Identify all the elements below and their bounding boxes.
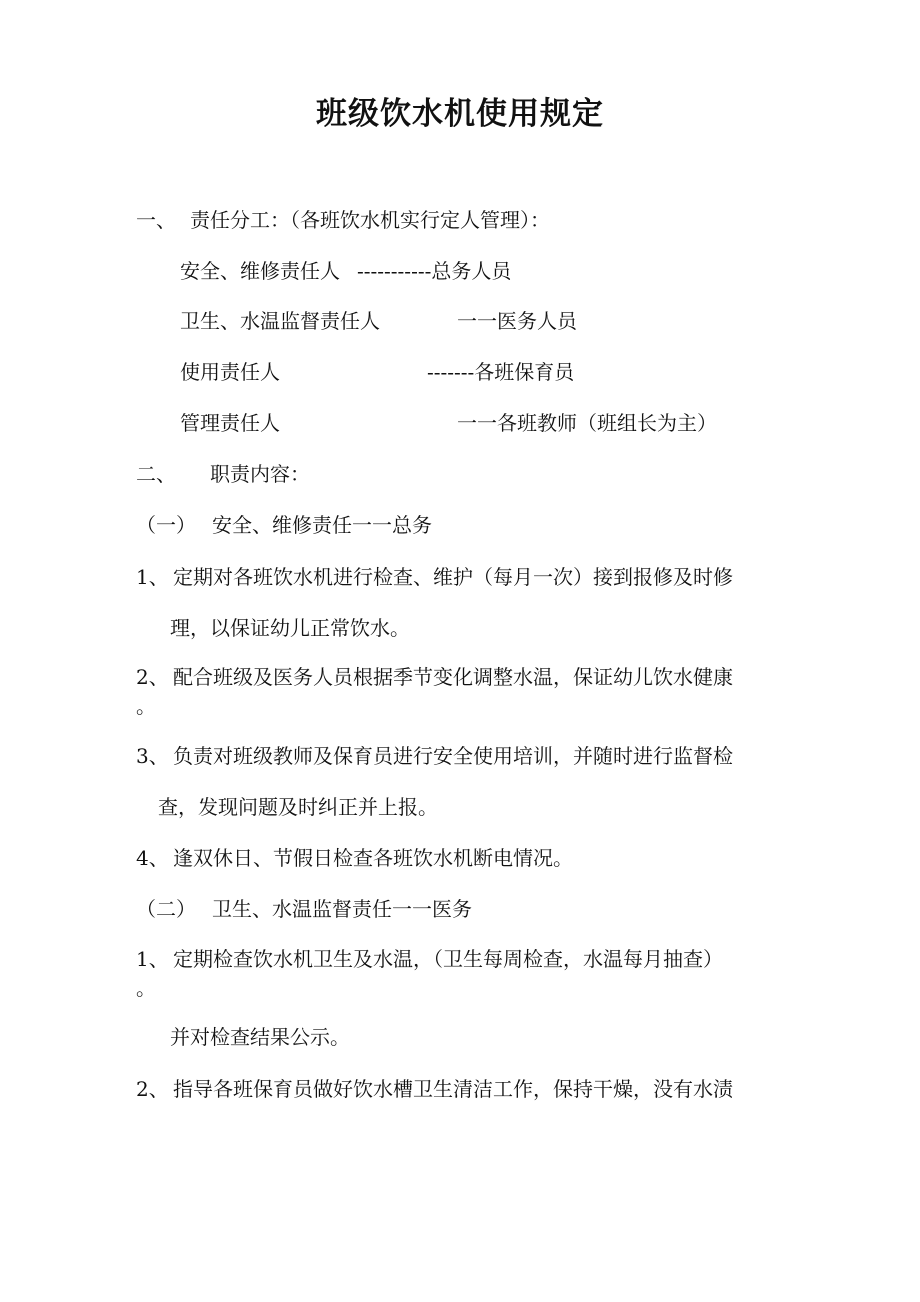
subsection-2-heading: 卫生、水温监督责任一一医务 [212, 897, 472, 921]
item-continuation: 查，发现问题及时纠正并上报。 [158, 795, 438, 819]
item-continuation: 理，以保证幼儿正常饮水。 [170, 616, 410, 640]
role-assignee: 一一各班教师（班组长为主） [457, 411, 717, 435]
section-2-number: 二、 [136, 462, 176, 486]
item-continuation: 。 [136, 976, 156, 1000]
role-name: 使用责任人 [180, 360, 280, 384]
item-number: 1、 [136, 947, 169, 971]
item-text: 定期检查饮水机卫生及水温，（卫生每周检查，水温每月抽查） [173, 947, 723, 971]
role-name: 管理责任人 [180, 411, 280, 435]
subsection-1-heading: 安全、维修责任一一总务 [212, 513, 432, 537]
subsection-2-label: （二） [136, 897, 196, 921]
role-assignee: -----------总务人员 [357, 259, 512, 283]
section-2-heading: 职责内容： [210, 462, 310, 486]
item-text: 逢双休日、节假日检查各班饮水机断电情况。 [173, 846, 573, 870]
item-text: 负责对班级教师及保育员进行安全使用培训，并随时进行监督检 [173, 744, 733, 768]
item-number: 1、 [136, 565, 169, 589]
document-title: 班级饮水机使用规定 [316, 96, 604, 132]
role-assignee: 一一医务人员 [457, 309, 577, 333]
item-text: 配合班级及医务人员根据季节变化调整水温，保证幼儿饮水健康 [173, 665, 733, 689]
section-1-heading: 责任分工：（各班饮水机实行定人管理）： [190, 208, 550, 232]
item-number: 2、 [136, 1077, 169, 1101]
role-assignee: -------各班保育员 [427, 360, 575, 384]
role-name: 卫生、水温监督责任人 [180, 309, 380, 333]
role-name: 安全、维修责任人 [180, 259, 340, 283]
section-1-number: 一、 [136, 208, 176, 232]
item-text: 指导各班保育员做好饮水槽卫生清洁工作，保持干燥，没有水渍 [173, 1077, 733, 1101]
item-continuation: 。 [136, 694, 156, 718]
item-text: 定期对各班饮水机进行检查、维护（每月一次）接到报修及时修 [173, 565, 733, 589]
item-number: 2、 [136, 665, 169, 689]
item-number: 3、 [136, 744, 169, 768]
item-continuation: 并对检查结果公示。 [170, 1025, 350, 1049]
subsection-1-label: （一） [136, 513, 196, 537]
item-number: 4、 [136, 846, 169, 870]
